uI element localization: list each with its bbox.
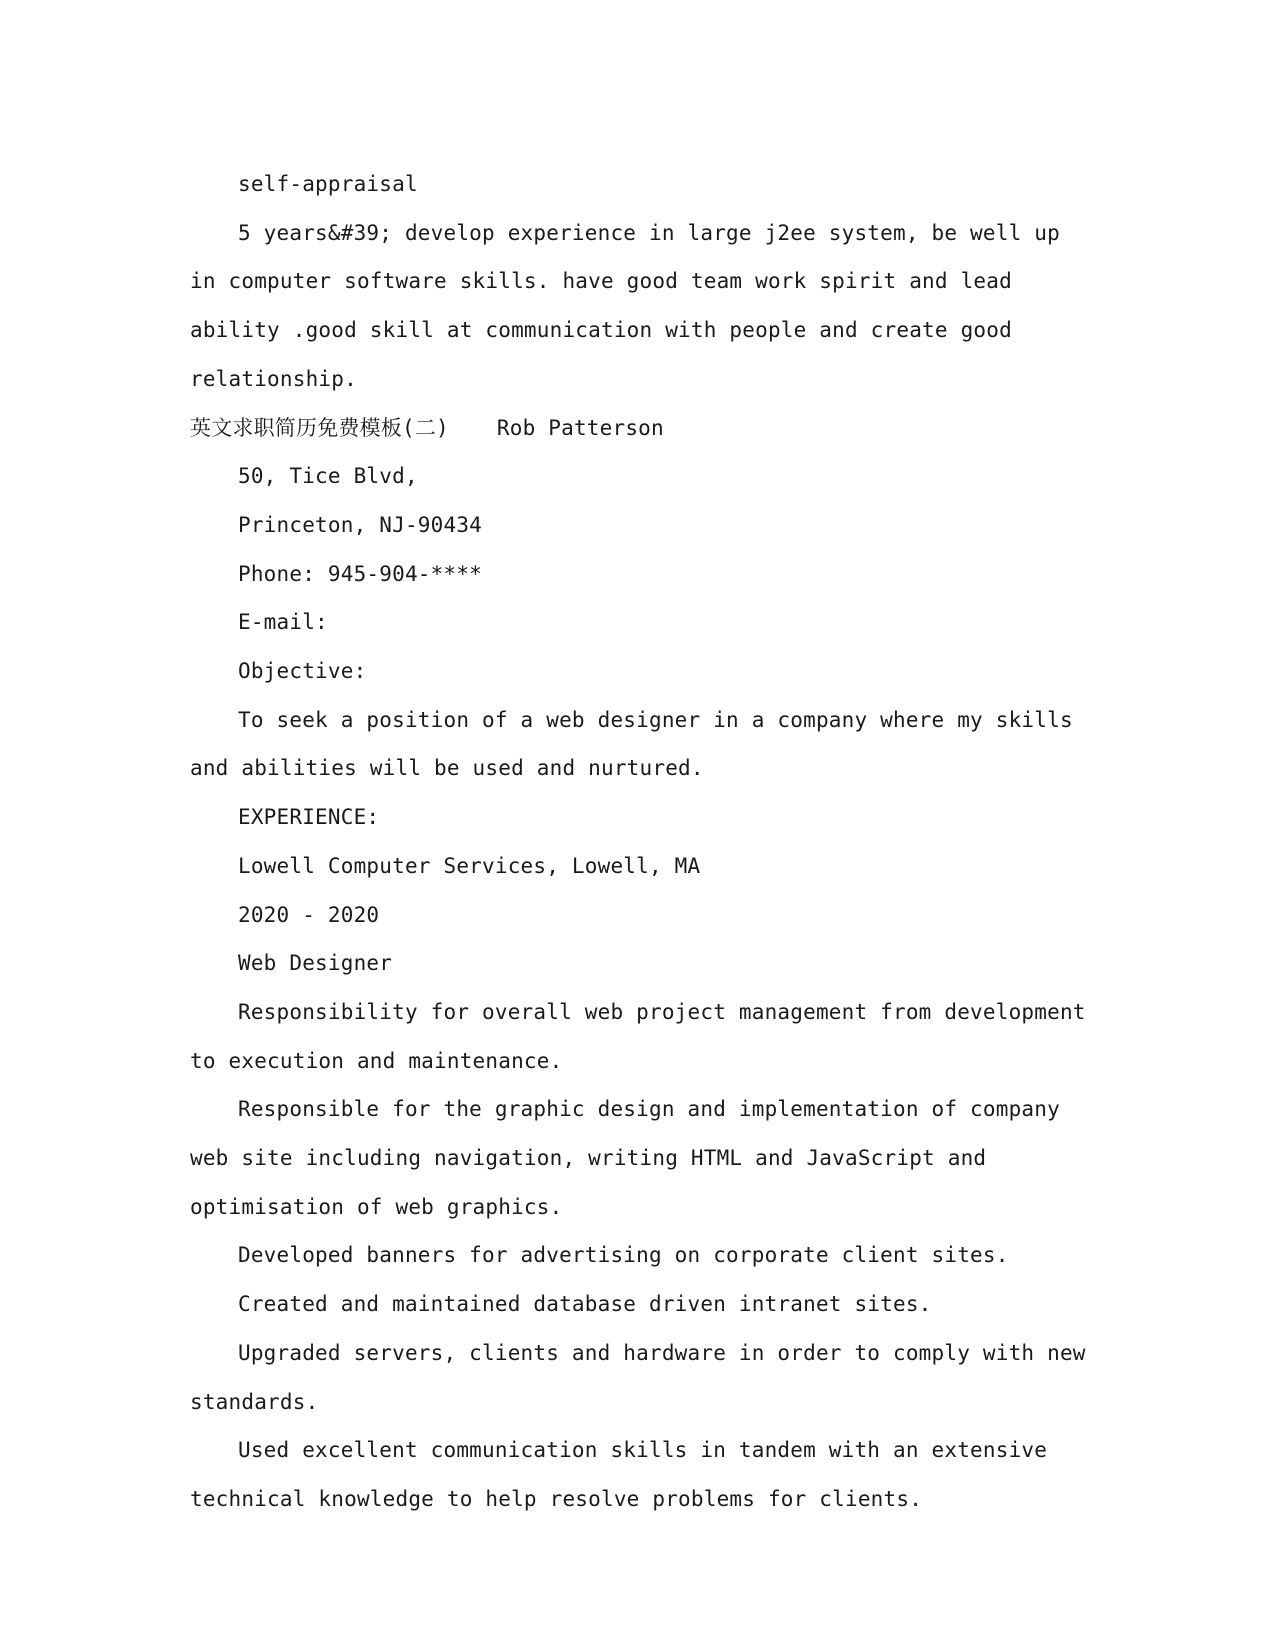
- section-title-line: [190, 404, 1090, 453]
- duty-banners: Developed banners for advertising on corporate client sites.: [238, 1243, 1009, 1268]
- objective-text: To seek a position of a web designer in a company where my skills and abilities will be used and nurtured.: [190, 707, 1086, 781]
- applicant-name: Rob Patterson: [496, 415, 664, 440]
- paragraph-self-appraisal: 5 years&#39; develop experience in large j2ee system, be well up in computer software skills. have good team work spirit and lead ability .good skill at communication with people and create good relationship.: [190, 220, 1073, 391]
- employer-line: Lowell Computer Services, Lowell, MA: [238, 853, 701, 878]
- address-line-1: 50, Tice Blvd,: [238, 464, 418, 489]
- job-title: Web Designer: [238, 951, 393, 976]
- duty-intranet: Created and maintained database driven intranet sites.: [238, 1292, 932, 1317]
- email-line: E-mail:: [238, 610, 328, 635]
- duty-project-management: Responsibility for overall web project management from development to execution and maintenance.: [190, 999, 1099, 1073]
- duty-graphic-design: Responsible for the graphic design and implementation of company web site including navigation, writing HTML and JavaScript and optimisation of web graphics.: [190, 1097, 1073, 1219]
- document-body: [190, 160, 1099, 1524]
- address-line-2: Princeton, NJ-90434: [238, 512, 483, 537]
- employment-dates: 2020 - 2020: [238, 902, 380, 927]
- phone-line: Phone: 945-904-****: [238, 561, 483, 586]
- objective-heading: Objective:: [238, 659, 367, 684]
- duty-servers: Upgraded servers, clients and hardware in order to comply with new standards.: [190, 1340, 1099, 1414]
- duty-communication: Used excellent communication skills in tandem with an extensive technical knowledge to help resolve problems for clients.: [190, 1438, 1060, 1511]
- heading-self-appraisal: self-appraisal: [238, 172, 418, 196]
- section-title: 英文求职简历免费模板(二): [190, 415, 449, 440]
- experience-heading: EXPERIENCE:: [238, 805, 380, 830]
